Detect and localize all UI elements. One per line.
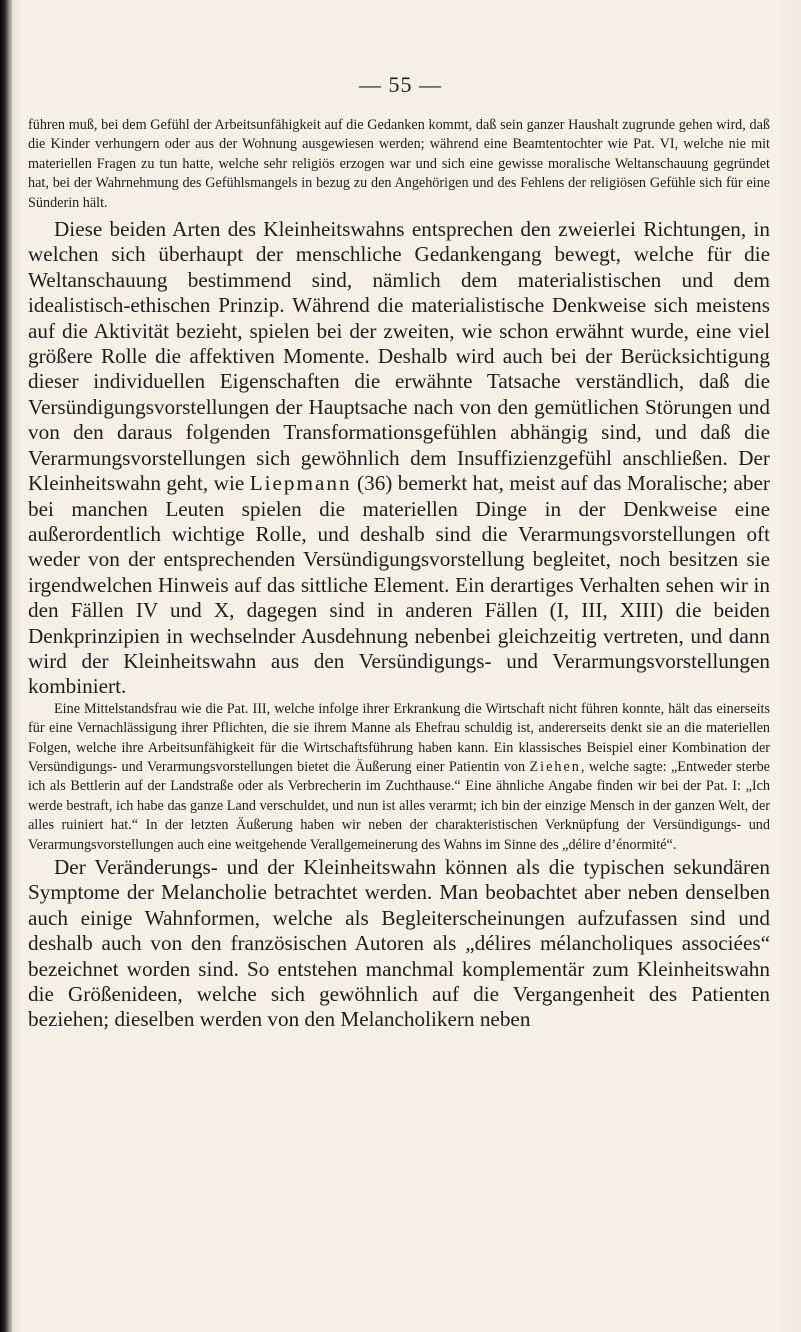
page-number: — 55 — <box>359 72 442 97</box>
author-name-ziehen: Ziehen <box>529 758 581 775</box>
paragraph-3-text-after: , welche sagte: „Entweder sterbe ich als Bettlerin auf der Landstraße oder als Verbrecherin im Zuchthause.“ Eine ähnliche Angabe finden wir bei der Pat. I: „Ich werde bestraft, ich habe das ganze Land verschuldet, und nun ist alles verarmt; ich bin der einzige Mensch in der ganzen Welt, der alles ruiniert hat.“ In der letzten Äußerung haben wir neben der charakteristischen Verknüpfung der Versündigungs- und Verarmungsvorstellungen auch eine weitgehende Verallgemeinerung des Wahns im Sinne des „délire d’énormité“. <box>28 758 770 853</box>
paragraph-2-main-text <box>28 217 770 700</box>
binding-shadow <box>0 0 12 1332</box>
paragraph-1-small-print: führen muß, bei dem Gefühl der Arbeitsunfähigkeit auf die Gedanken kommt, daß sein ganzer Haushalt zugrunde gehen wird, daß die Kinder verhungern oder aus der Wohnung ausgewiesen werden; während eine Beamtentochter wie Pat. VI, welche nie mit materiellen Fragen zu tun hatte, welche sehr religiös erzogen war und sich eine gewisse moralische Weltanschauung gegründet hat, bei der Wahrnehmung des Gefühlsmangels in bezug zu den Angehörigen und des Fehlens der religiösen Gefühle sich für eine Sünderin hält. <box>28 117 770 211</box>
paragraph-2-text-before: Diese beiden Arten des Kleinheitswahns entsprechen den zweierlei Richtungen, in welchen sich überhaupt der menschliche Gedankengang bewegt, welche für die Weltanschauung bestimmend sind, nämlich dem materialistischen und dem idealistisch-ethischen Prinzip. Während die materialistische Denkweise sich meistens auf die Aktivität bezieht, spielen bei der zweiten, wie schon erwähnt wurde, eine viel größere Rolle die affektiven Momente. Deshalb wird auch bei der Berücksichtigung dieser individuellen Eigenschaften die erwähnte Tatsache verständlich, daß die Versündigungsvorstellungen der Hauptsache nach von den gemütlichen Störungen und von den daraus folgenden Transformationsgefühlen abhängig sind, und daß die Verarmungsvorstellungen sich gewöhnlich dem Insuffizienzgefühl anschließen. Der Kleinheitswahn geht, wie <box>28 217 770 496</box>
author-name-liepmann: Liepmann <box>249 471 352 496</box>
page-text <box>28 116 770 1033</box>
paragraph-3-text-before: Eine Mittelstandsfrau wie die Pat. III, welche infolge ihrer Erkrankung die Wirtschaft nicht führen konnte, hält das einerseits für eine Vernachlässigung ihrer Pflichten, die sie ihrem Manne als Ehefrau schuldig ist, andererseits denkt sie an die materiellen Folgen, welche ihre Arbeitsunfähigkeit für die Wirtschaftsführung haben kann. Ein klassisches Beispiel einer Kombination der Versündigungs- und Verarmungsvorstellungen bietet die Äußerung einer Patientin von <box>28 700 770 775</box>
paragraph-4-main-text: Der Veränderungs- und der Kleinheitswahn können als die typischen sekundären Symptome der Melancholie betrachtet werden. Man beobachtet aber neben denselben auch einige Wahnformen, welche als Begleiterscheinungen aufzufassen sind und deshalb auch von den französischen Autoren als „délires mélancholiques associées“ bezeichnet worden sind. So entstehen manchmal komplementär zum Kleinheitswahn die Größenideen, welche sich gewöhnlich auf die Vergangenheit des Patienten beziehen; dieselben werden von den Melancholikern neben <box>28 855 770 1032</box>
paragraph-3-small-print <box>28 700 770 855</box>
paragraph-2-text-after: (36) bemerkt hat, meist auf das Moralische; aber bei manchen Leuten spielen die materiellen Dinge in der Denkweise eine außerordentlich wichtige Rolle, und deshalb sind die Verarmungsvorstellungen oft weder von der entsprechenden Versündigungsvorstellung begleitet, noch besitzen sie irgendwelchen Hinweis auf das sittliche Element. Ein derartiges Verhalten sehen wir in den Fällen IV und X, dagegen sind in anderen Fällen (I, III, XIII) die beiden Denkprinzipien in wechselnder Ausdehnung nebenbei gleichzeitig vertreten, und dann wird der Kleinheitswahn aus den Versündigungs- und Verarmungsvorstellungen kombiniert. <box>28 471 770 699</box>
